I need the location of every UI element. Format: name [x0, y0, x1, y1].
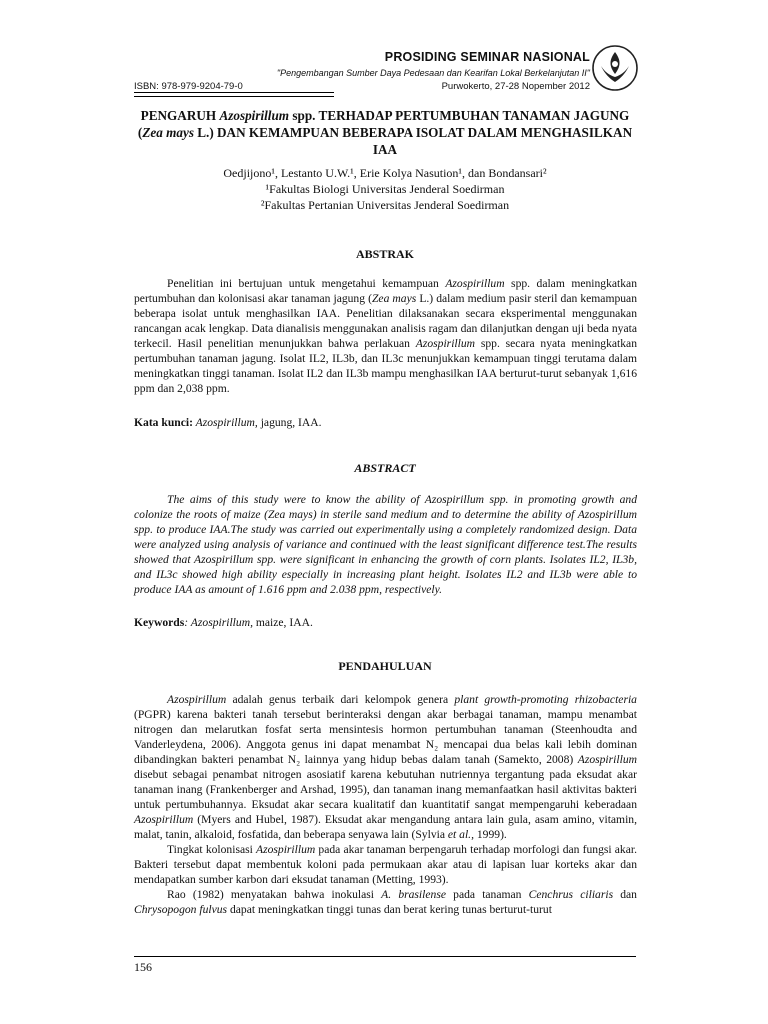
- affiliation: ²Fakultas Pertanian Universitas Jenderal Soedirman: [260, 198, 510, 212]
- author-block: [120, 165, 650, 213]
- isbn: ISBN: 978-979-9204-79-0: [134, 81, 243, 92]
- paper-title: PENGARUH Azospirillum spp. TERHADAP PERTUMBUHAN TANAMAN JAGUNG (Zea mays L.) DAN KEMAMPUAN BEBERAPA ISOLAT DALAM MENGHASILKAN IAA: [137, 108, 633, 157]
- header-rule: [134, 96, 334, 97]
- university-logo-icon: [591, 44, 639, 92]
- header-rule: [134, 92, 334, 93]
- paragraph: Tingkat kolonisasi Azospirillum pada akar tanaman berpengaruh terhadap morfologi dan fungsi akar. Bakteri tersebut dapat membentuk koloni pada permukaan akar atau di lapisan luar korteks akar dan mendapatkan sumber karbon dari eksudat tanaman (Metting, 1993).: [134, 843, 637, 886]
- proceedings-title: PROSIDING SEMINAR NASIONAL: [384, 50, 590, 64]
- pendahuluan-text: [134, 692, 637, 917]
- abstrak-heading: ABSTRAK: [355, 247, 414, 261]
- affiliation: ¹Fakultas Biologi Universitas Jenderal Soedirman: [265, 182, 505, 196]
- proceedings-theme: "Pengembangan Sumber Daya Pedesaan dan Kearifan Lokal Berkelanjutan II": [276, 68, 590, 78]
- pendahuluan-heading: PENDAHULUAN: [338, 659, 432, 673]
- abstract-heading: ABSTRACT: [354, 461, 416, 475]
- keywords: Keywords: Azospirillum, maize, IAA.: [134, 616, 313, 629]
- paragraph: Azospirillum adalah genus terbaik dari kelompok genera plant growth-promoting rhizobacteria (PGPR) karena bakteri tanah tersebut berinteraksi dengan akar berbagai tanaman, mampu menambat nitrogen dan melarutkan fosfat serta mensintesis hormon pertumbuhan tanaman (Steenhoudta and Vanderleydena, 2006). Anggota genus ini dapat menambat N₂ mencapai dua belas kali lebih dominan dibandingkan bakteri penambat N₂ lainnya yang hidup bebas dalam tanah (Samekto, 2008) Azospirillum disebut sebagai penambat nitrogen asosiatif karena kebutuhan nutriennya tergantung pada eksudat akar tanaman inang (Frankenberger and Arshad, 1995), dan tanaman inang memanfaatkan hasil aktivitas bakteri untuk pertumbuhannya. Eksudat akar secara kualitatif dan kuantitatif sangat mempengaruhi keberadaan Azospirillum (Myers and Hubel, 1987). Eksudat akar mengandung antara lain gula, asam amino, vitamin, malat, tanin, alkaloid, fosfatida, dan beberapa senyawa lain (Sylvia et al., 1999).: [134, 693, 637, 841]
- kata-kunci: Kata kunci: Azospirillum, jagung, IAA.: [134, 416, 322, 429]
- place-date: Purwokerto, 27-28 Nopember 2012: [441, 81, 590, 92]
- footer-rule: [134, 956, 636, 957]
- abstrak-text: Penelitian ini bertujuan untuk mengetahui kemampuan Azospirillum spp. dalam meningkatkan pertumbuhan dan kolonisasi akar tanaman jagung (Zea mays L.) dalam medium pasir steril dan kemampuan beberapa isolat untuk menghasilkan IAA. Penelitian dilaksanakan secara eksperimental menggunakan rancangan acak lengkap. Data dianalisis menggunakan analisis ragam dan dilanjutkan dengan uji beda nyata terkecil. Hasil penelitian menunjukkan bahwa perlakuan Azospirillum spp. secara nyata meningkatkan pertumbuhan tanaman jagung. Isolat IL2, IL3b, dan IL3c menunjukkan kemampuan tinggi terutama dalam meningkatkan tinggi tanaman. Isolat IL2 dan IL3b mampu menghasilkan IAA berturut-turut sebanyak 1,616 ppm dan 2,038 ppm.: [134, 277, 638, 395]
- abstract-text: The aims of this study were to know the ability of Azospirillum spp. in promoting growth and colonize the roots of maize (Zea mays) in sterile sand medium and to determine the ability of Azospirillum spp. to produce IAA.The study was carried out experimentally using a completely randomized design. Data were analyzed using analysis of variance and continued with the least significant difference test.The results showed that Azospirillum spp. were significant in enhancing the growth of corn plants. Isolates IL2, IL3b, and IL3c showed high ability especially in increasing plant height. Isolates IL2 and IL3b were able to produce IAA as amount of 1.616 ppm and 2.038 ppm, respectively.: [134, 493, 637, 596]
- author-names: Oedjijono¹, Lestanto U.W.¹, Erie Kolya Nasution¹, dan Bondansari²: [223, 166, 547, 180]
- paragraph: Rao (1982) menyatakan bahwa inokulasi A. brasilense pada tanaman Cenchrus ciliaris dan Chrysopogon fulvus dapat meningkatkan tinggi tunas dan berat kering tunas berturut-turut: [134, 888, 637, 916]
- page-number: 156: [134, 960, 152, 974]
